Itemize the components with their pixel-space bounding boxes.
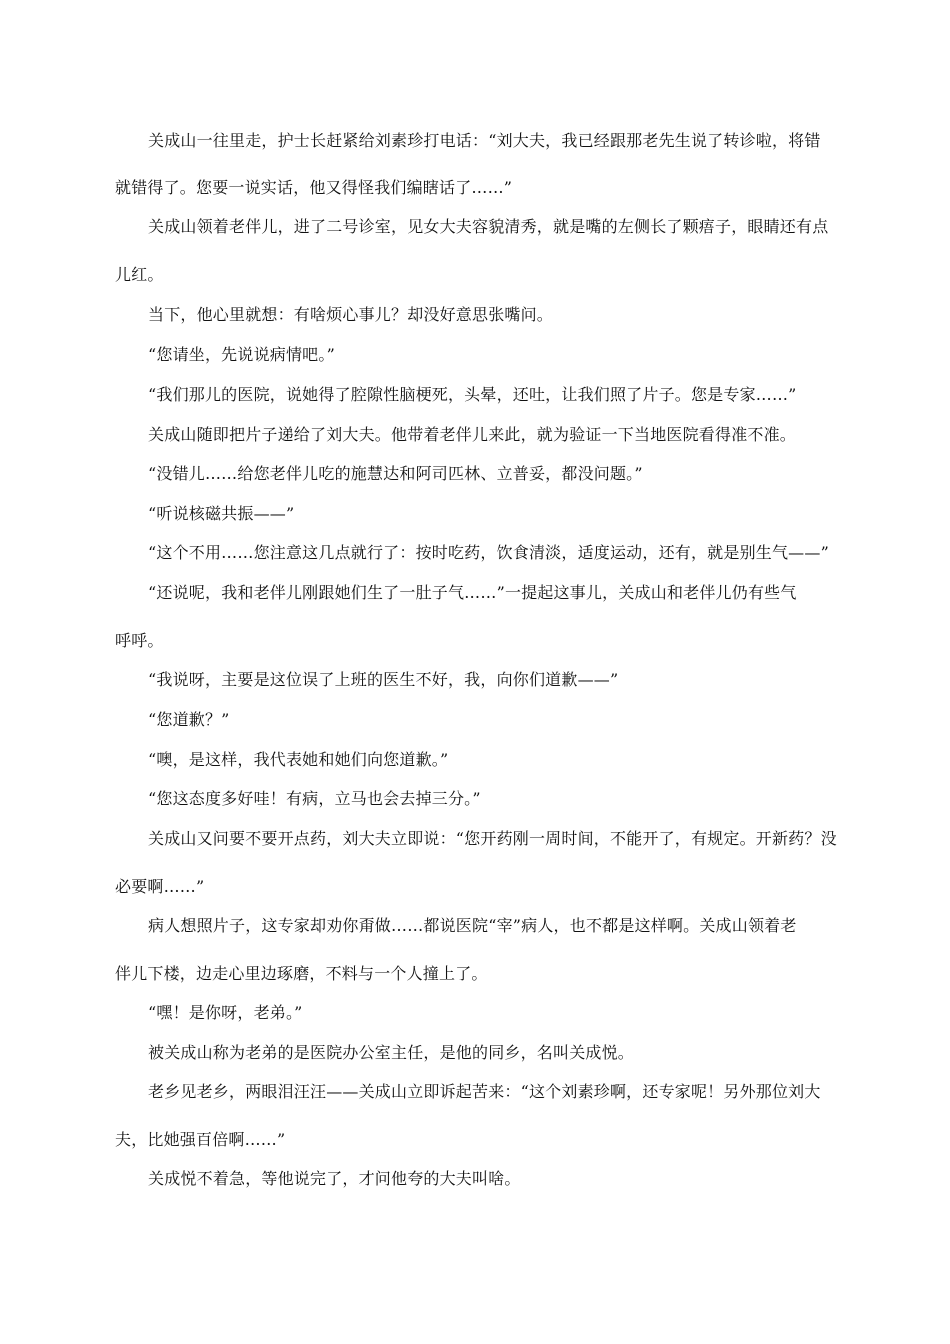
- text-line: “这个不用……您注意这几点就行了：按时吃药，饮食清淡，适度运动，还有，就是别生气——”: [148, 543, 829, 562]
- text-line: 必要啊……”: [115, 877, 205, 896]
- text-line: “您道歉？”: [148, 710, 230, 729]
- text-line: 夫，比她强百倍啊……”: [115, 1130, 286, 1149]
- text-line: 当下，他心里就想：有啥烦心事儿？却没好意思张嘴问。: [148, 305, 554, 324]
- text-line: “还说呢，我和老伴儿刚跟她们生了一肚子气……”一提起这事儿，关成山和老伴儿仍有些气: [148, 583, 797, 602]
- text-line: 老乡见老乡，两眼泪汪汪——关成山立即诉起苦来：“这个刘素珍啊，还专家呢！另外那位刘大: [148, 1082, 821, 1101]
- text-line: 关成悦不着急，等他说完了，才问他夸的大夫叫啥。: [148, 1169, 521, 1188]
- text-line: 伴儿下楼，边走心里边琢磨，不料与一个人撞上了。: [115, 964, 488, 983]
- text-line: 就错得了。您要一说实话，他又得怪我们编瞎话了……”: [115, 178, 513, 197]
- text-line: “我们那儿的医院，说她得了腔隙性脑梗死，头晕，还吐，让我们照了片子。您是专家……”: [148, 385, 797, 404]
- text-line: 关成山又问要不要开点药，刘大夫立即说：“您开药刚一周时间，不能开了，有规定。开新药？没: [148, 829, 837, 848]
- text-line: “我说呀，主要是这位误了上班的医生不好，我，向你们道歉——”: [148, 670, 619, 689]
- text-line: 关成山随即把片子递给了刘大夫。他带着老伴儿来此，就为验证一下当地医院看得准不准。: [148, 425, 797, 444]
- text-line: “噢，是这样，我代表她和她们向您道歉。”: [148, 750, 449, 769]
- text-line: “嘿！是你呀，老弟。”: [148, 1003, 303, 1022]
- text-line: 儿红。: [115, 265, 164, 284]
- text-line: 被关成山称为老弟的是医院办公室主任，是他的同乡，名叫关成悦。: [148, 1043, 635, 1062]
- text-line: 关成山领着老伴儿，进了二号诊室，见女大夫容貌清秀，就是嘴的左侧长了颗痦子，眼睛还有点: [148, 217, 829, 236]
- text-line: 呼呼。: [115, 631, 164, 650]
- text-line: 病人想照片子，这专家却劝你甭做……都说医院“宰”病人，也不都是这样啊。关成山领着老: [148, 916, 797, 935]
- text-line: “您请坐，先说说病情吧。”: [148, 345, 335, 364]
- text-line: “您这态度多好哇！有病，立马也会去掉三分。”: [148, 789, 481, 808]
- text-line: “听说核磁共振——”: [148, 504, 295, 523]
- text-line: 关成山一往里走，护士长赶紧给刘素珍打电话：“刘大夫，我已经跟那老先生说了转诊啦，将错: [148, 131, 821, 150]
- text-line: “没错儿……给您老伴儿吃的施慧达和阿司匹林、立普妥，都没问题。”: [148, 464, 643, 483]
